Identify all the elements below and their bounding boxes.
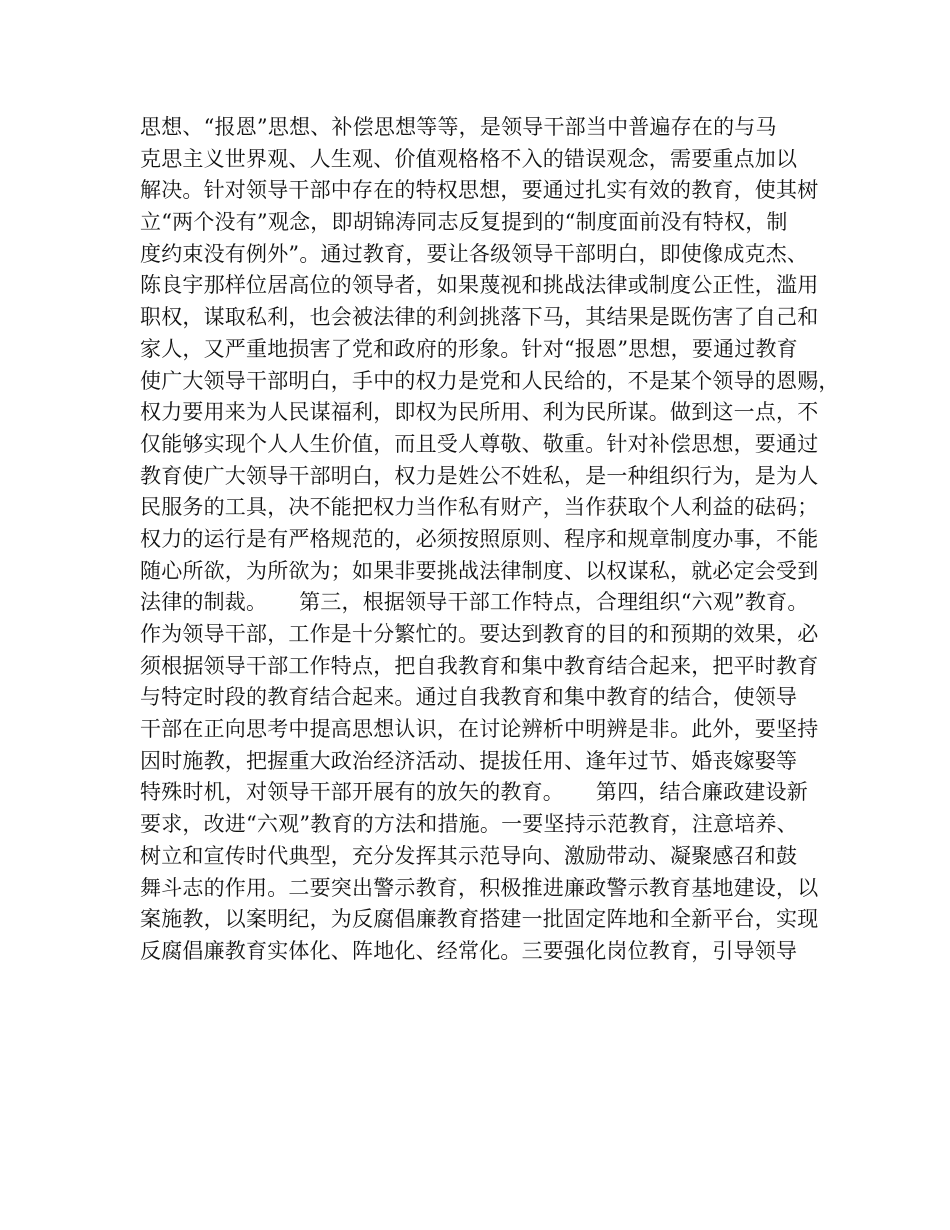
text-line-15: 随心所欲，为所欲为；如果非要挑战法律制度、以权谋私，就必定会受到 [140, 558, 819, 583]
text-line-26: 案施教，以案明纪，为反腐倡廉教育搭建一批固定阵地和全新平台，实现 [140, 907, 819, 932]
text-line-24: 树立和宣传时代典型，充分发挥其示范导向、激励带动、凝聚感召和鼓 [140, 843, 798, 868]
text-line-4: 立“两个没有”观念，即胡锦涛同志反复提到的“制度面前没有特权，制 [140, 210, 788, 235]
text-line-10: 权力要用来为人民谋福利，即权为民所用、利为民所谋。做到这一点，不 [140, 400, 819, 425]
text-line-14: 权力的运行是有严格规范的，必须按照原则、程序和规章制度办事，不能 [140, 526, 819, 551]
text-line-19: 与特定时段的教育结合起来。通过自我教育和集中教育的结合，使领导 [140, 685, 798, 710]
text-line-17: 作为领导干部，工作是十分繁忙的。要达到教育的目的和预期的效果，必 [140, 622, 819, 646]
text-line-11: 仅能够实现个人人生价值，而且受人尊敬、敬重。针对补偿思想，要通过 [140, 431, 819, 456]
text-line-18: 须根据领导干部工作特点，把自我教育和集中教育结合起来，把平时教育 [140, 653, 819, 678]
text-line-1: 思想、“报恩”思想、补偿思想等等，是领导干部当中普遍存在的与马 [140, 115, 777, 139]
text-line-8: 家人，又严重地损害了党和政府的形象。针对“报恩”思想，要通过教育 [140, 336, 798, 361]
text-line-6: 陈良宇那样位居高位的领导者，如果蔑视和挑战法律或制度公正性，滥用 [140, 273, 819, 298]
text-line-16: 法律的制裁。 第三，根据领导干部工作特点，合理组织“六观”教育。 [140, 590, 809, 615]
text-line-23: 要求，改进“六观”教育的方法和措施。一要坚持示范教育，注意培养、 [140, 812, 798, 837]
text-line-2: 克思主义世界观、人生观、价值观格格不入的错误观念，需要重点加以 [140, 146, 798, 171]
text-line-7: 职权，谋取私利，也会被法律的利剑挑落下马，其结果是既伤害了自己和 [140, 305, 819, 330]
text-line-22: 特殊时机，对领导干部开展有的放矢的教育。 第四，结合廉政建设新 [140, 780, 808, 805]
text-line-27: 反腐倡廉教育实体化、阵地化、经常化。三要强化岗位教育，引导领导 [140, 938, 798, 963]
body-text [140, 112, 840, 968]
text-line-21: 因时施教，把握重大政治经济活动、提拔任用、逢年过节、婚丧嫁娶等 [140, 748, 798, 773]
text-line-3: 解决。针对领导干部中存在的特权思想，要通过扎实有效的教育，使其树 [140, 178, 819, 203]
text-line-5: 度约束没有例外”。通过教育，要让各级领导干部明白，即使像成克杰、 [140, 241, 809, 266]
text-line-20: 干部在正向思考中提高思想认识，在讨论辨析中明辨是非。此外，要坚持 [140, 717, 819, 742]
text-line-12: 教育使广大领导干部明白，权力是姓公不姓私，是一种组织行为，是为人 [140, 463, 819, 488]
text-line-25: 舞斗志的作用。二要突出警示教育，积极推进廉政警示教育基地建设，以 [140, 875, 819, 900]
text-line-9: 使广大领导干部明白，手中的权力是党和人民给的，不是某个领导的恩赐， [140, 368, 840, 393]
text-line-13: 民服务的工具，决不能把权力当作私有财产，当作获取个人利益的砝码； [140, 495, 819, 520]
